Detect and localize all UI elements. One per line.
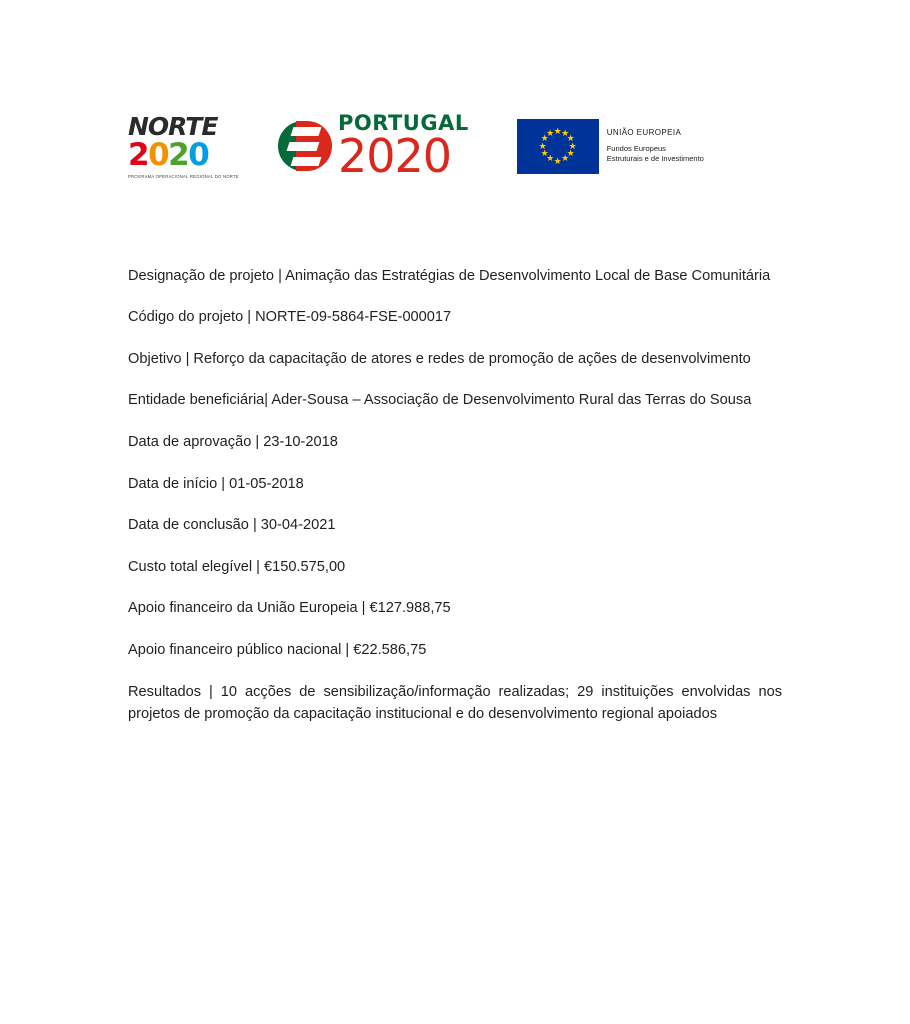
eu-star-icon: ★ [546,153,555,164]
eu-star-icon: ★ [566,148,575,158]
start-date-line: Data de início | 01-05-2018 [128,475,304,492]
norte-2020-logo [128,111,240,179]
eu-star-icon: ★ [540,148,549,158]
portugal-logo-wordmark: PORTUGAL [338,111,469,136]
eu-star-icon: ★ [538,140,547,151]
european-union-logo [517,119,704,174]
eu-star-icon: ★ [553,125,562,136]
project-objective-line: Objetivo | Reforço da capacitação de atores e redes de promoção de ações de desenvolvimento [128,350,751,367]
eu-star-icon: ★ [540,133,549,143]
eu-star-icon: ★ [566,133,575,143]
results-line: Resultados | 10 acções de sensibilização/informação realizadas; 29 instituições envolvidas nos projetos de promoção da capacitação institucional e do desenvolvimento regional apoiados [128,683,782,723]
beneficiary-entity-line: Entidade beneficiária| Ader-Sousa – Associação de Desenvolvimento Rural das Terras do Sousa [128,392,752,409]
eu-logo-title: UNIÃO EUROPEIA [606,127,682,137]
norte-year-digit-3: 2 [168,136,189,173]
project-code-line: Código do projeto | NORTE-09-5864-FSE-000017 [128,309,452,326]
norte-logo-subtitle: PROGRAMA OPERACIONAL REGIONAL DO NORTE [128,173,239,179]
norte-logo-year [128,136,240,173]
funding-logos-band [128,106,788,186]
eu-star-icon: ★ [561,127,570,138]
eu-financial-support-line: Apoio financeiro da União Europeia | €127.988,75 [128,600,451,617]
end-date-line: Data de conclusão | 30-04-2021 [128,517,336,534]
total-eligible-cost-line: Custo total elegível | €150.575,00 [128,558,346,575]
project-details-body [128,250,782,726]
norte-year-digit-4: 0 [188,136,209,173]
eu-flag-icon [517,119,599,174]
eu-star-icon: ★ [568,140,577,151]
norte-year-digit-1: 2 [128,136,149,173]
project-designation-line: Designação de projeto | Animação das Estratégias de Desenvolvimento Local de Base Comunitária [128,267,771,284]
portugal-2020-logo [278,111,469,184]
norte-year-digit-2: 0 [148,136,169,173]
eu-logo-subtitle-line2: Estruturais e de Investimento [606,154,704,163]
approval-date-line: Data de aprovação | 23-10-2018 [128,434,338,451]
portugal-logo-year: 2020 [338,129,452,184]
portugal-flag-icon [278,121,332,171]
national-public-support-line: Apoio financeiro público nacional | €22.586,75 [128,642,427,659]
eu-star-icon: ★ [546,127,555,138]
eu-logo-subtitle-line1: Fundos Europeus [606,143,666,153]
norte-logo-wordmark: NORTE [128,111,218,141]
eu-star-icon: ★ [561,153,570,164]
eu-star-icon: ★ [553,155,562,166]
